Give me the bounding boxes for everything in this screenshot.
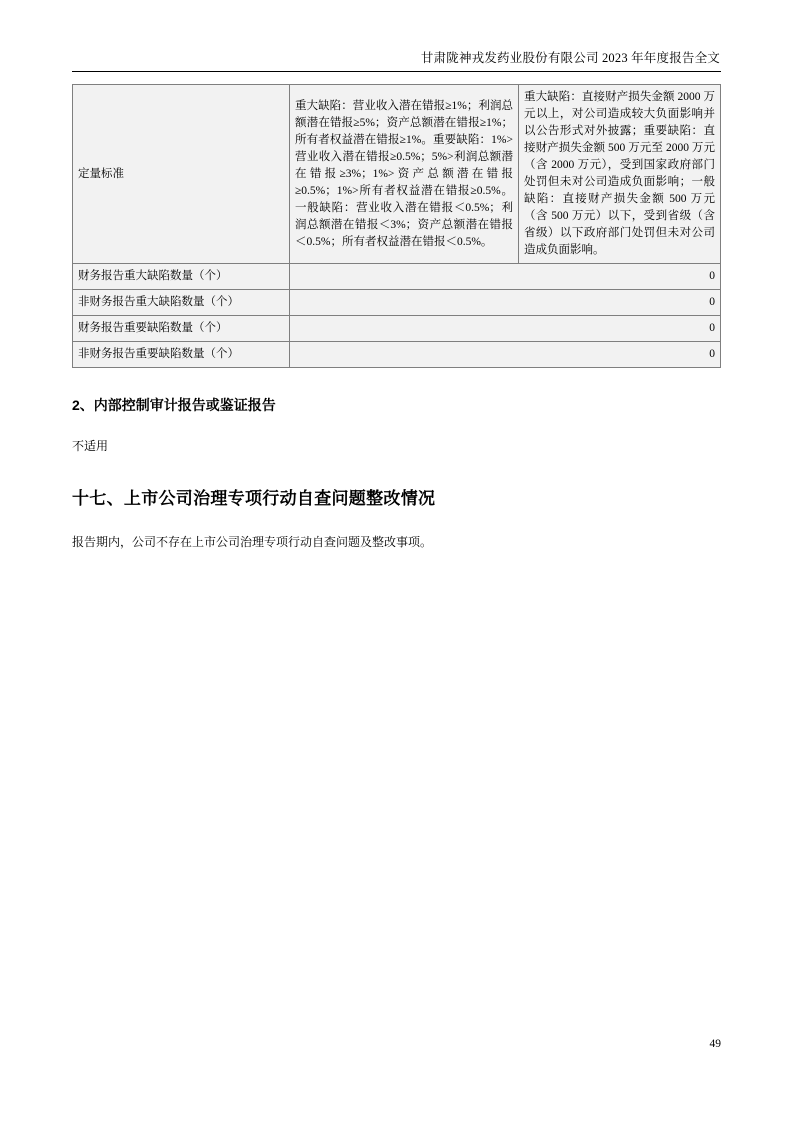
table-row	[73, 264, 721, 290]
defect-count-value: 0	[290, 264, 721, 290]
defect-count-label: 非财务报告重大缺陷数量（个）	[73, 290, 290, 316]
internal-control-defect-table	[72, 84, 721, 368]
defect-count-value: 0	[290, 290, 721, 316]
table-row	[73, 342, 721, 368]
table-row	[73, 85, 721, 264]
defect-count-label: 财务报告重要缺陷数量（个）	[73, 316, 290, 342]
table-row	[73, 290, 721, 316]
subsection-body: 不适用	[72, 439, 109, 453]
running-header: 甘肃陇神戎发药业股份有限公司 2023 年年度报告全文	[420, 51, 720, 65]
section-body: 报告期内，公司不存在上市公司治理专项行动自查问题及整改事项。	[72, 535, 433, 549]
subsection-heading: 2、内部控制审计报告或鉴证报告	[72, 397, 276, 413]
defect-count-value: 0	[290, 316, 721, 342]
header-divider	[72, 71, 721, 72]
defect-count-label: 财务报告重大缺陷数量（个）	[73, 264, 290, 290]
section-heading: 十七、上市公司治理专项行动自查问题整改情况	[72, 489, 436, 508]
defect-count-value: 0	[290, 342, 721, 368]
criteria-label-cell: 定量标准	[73, 85, 290, 264]
criteria-nonfinancial-cell: 重大缺陷：直接财产损失金额 2000 万元以上，对公司造成较大负面影响并以公告形式对外披露；重要缺陷：直接财产损失金额 500 万元至 2000 万元（含 2000 万元），受到国家政府部门处罚但未对公司造成负面影响；一般缺陷：直接财产损失金额 500 万元（含 500 万元）以下，受到省级（含省级）以下政府部门处罚但未对公司造成负面影响。	[519, 85, 721, 264]
page-number: 49	[709, 1038, 721, 1050]
defect-count-label: 非财务报告重要缺陷数量（个）	[73, 342, 290, 368]
criteria-financial-cell: 重大缺陷：营业收入潜在错报≥1%；利润总额潜在错报≥5%；资产总额潜在错报≥1%；所有者权益潜在错报≥1%。重要缺陷：1%>营业收入潜在错报≥0.5%；5%>利润总额潜在错报≥3%；1%>资产总额潜在错报≥0.5%；1%>所有者权益潜在错报≥0.5%。一般缺陷：营业收入潜在错报＜0.5%；利润总额潜在错报＜3%；资产总额潜在错报＜0.5%；所有者权益潜在错报＜0.5%。	[290, 85, 519, 264]
table-row	[73, 316, 721, 342]
page-content	[72, 48, 721, 552]
